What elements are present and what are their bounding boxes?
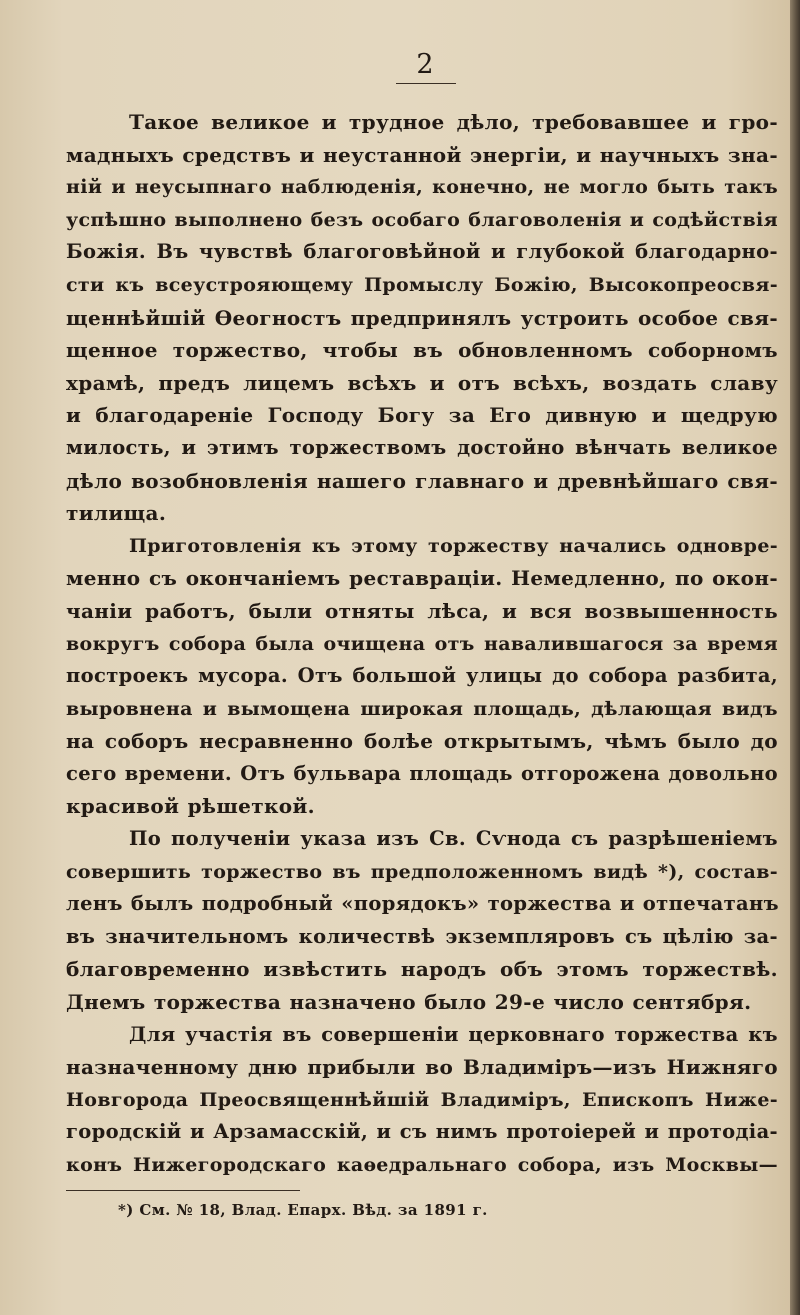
text-line: щеннѣйшій Ѳеогностъ предпринялъ устроить особое свя- xyxy=(66,305,778,330)
text-line: По полученіи указа изъ Св. Сѵнода съ разрѣшеніемъ xyxy=(129,827,778,851)
footnote: *) См. № 18, Влад. Епарх. Вѣд. за 1891 г. xyxy=(118,1201,488,1219)
text-line: сего времени. Отъ бульвара площадь отгорожена довольно xyxy=(66,761,778,785)
body-text xyxy=(66,106,778,1182)
text-line: Для участія въ совершеніи церковнаго торжества къ xyxy=(129,1022,778,1046)
text-line: менно съ окончаніемъ реставраціи. Немедленно, по окон- xyxy=(66,566,778,591)
text-line: красивой рѣшеткой. xyxy=(66,794,315,819)
text-line: мадныхъ средствъ и неустанной энергіи, и научныхъ зна- xyxy=(66,142,778,167)
text-line: Божія. Въ чувствѣ благоговѣйной и глубокой благодарно- xyxy=(66,240,778,264)
text-line: чаніи работъ, были отняты лѣса, и вся возвышенность xyxy=(66,598,778,623)
text-line: вокругъ собора была очищена отъ навалившагося за время xyxy=(66,632,778,655)
text-line: въ значительномъ количествѣ экземпляровъ съ цѣлію за- xyxy=(66,924,778,948)
text-line: городскій и Арзамасскій, и съ нимъ протоіерей и протодіа- xyxy=(66,1120,778,1144)
text-line: построекъ мусора. Отъ большой улицы до собора разбита, xyxy=(66,664,778,688)
text-line: милость, и этимъ торжествомъ достойно вѣнчать великое xyxy=(66,435,778,459)
page-number: 2 xyxy=(416,49,434,80)
text-line: Днемъ торжества назначено было 29-е число сентября. xyxy=(66,990,752,1015)
text-line: щенное торжество, чтобы въ обновленномъ соборномъ xyxy=(66,338,778,363)
text-line: ленъ былъ подробный «порядокъ» торжества и отпечатанъ xyxy=(66,892,779,916)
text-line: благовременно извѣстить народъ объ этомъ торжествѣ. xyxy=(66,957,778,982)
text-line: назначенному дню прибыли во Владиміръ—изъ Нижняго xyxy=(66,1055,778,1080)
text-line: ній и неусыпнаго наблюденія, конечно, не могло быть такъ xyxy=(66,176,778,199)
text-line: тилища. xyxy=(66,501,167,526)
text-line: на соборъ несравненно болѣе открытымъ, чѣмъ было до xyxy=(66,729,778,754)
text-line: совершить торжество въ предположенномъ видѣ *), состав- xyxy=(66,860,778,883)
page-number-rule xyxy=(396,83,456,84)
text-line: успѣшно выполнено безъ особаго благоволенія и содѣйствія xyxy=(66,208,778,231)
text-line: дѣло возобновленія нашего главнаго и древнѣйшаго свя- xyxy=(66,468,778,493)
text-line: сти къ всеустрояющему Промыслу Божію, Высокопреосвя- xyxy=(66,273,778,296)
text-line: и благодареніе Господу Богу за Его дивную и щедрую xyxy=(66,403,778,428)
text-line: конъ Нижегородскаго каѳедральнаго собора, изъ Москвы— xyxy=(66,1154,778,1176)
text-line: Новгорода Преосвященнѣйшій Владиміръ, Епископъ Ниже- xyxy=(66,1088,778,1111)
text-line: храмѣ, предъ лицемъ всѣхъ и отъ всѣхъ, воздать славу xyxy=(66,370,778,395)
text-line: Приготовленія къ этому торжеству начались одновре- xyxy=(129,534,778,557)
page-edge xyxy=(790,0,800,1315)
text-line: Такое великое и трудное дѣло, требовавшее и гро- xyxy=(129,110,778,134)
text-line: выровнена и вымощена широкая площадь, дѣлающая видъ xyxy=(66,697,778,720)
footnote-rule xyxy=(66,1190,300,1191)
